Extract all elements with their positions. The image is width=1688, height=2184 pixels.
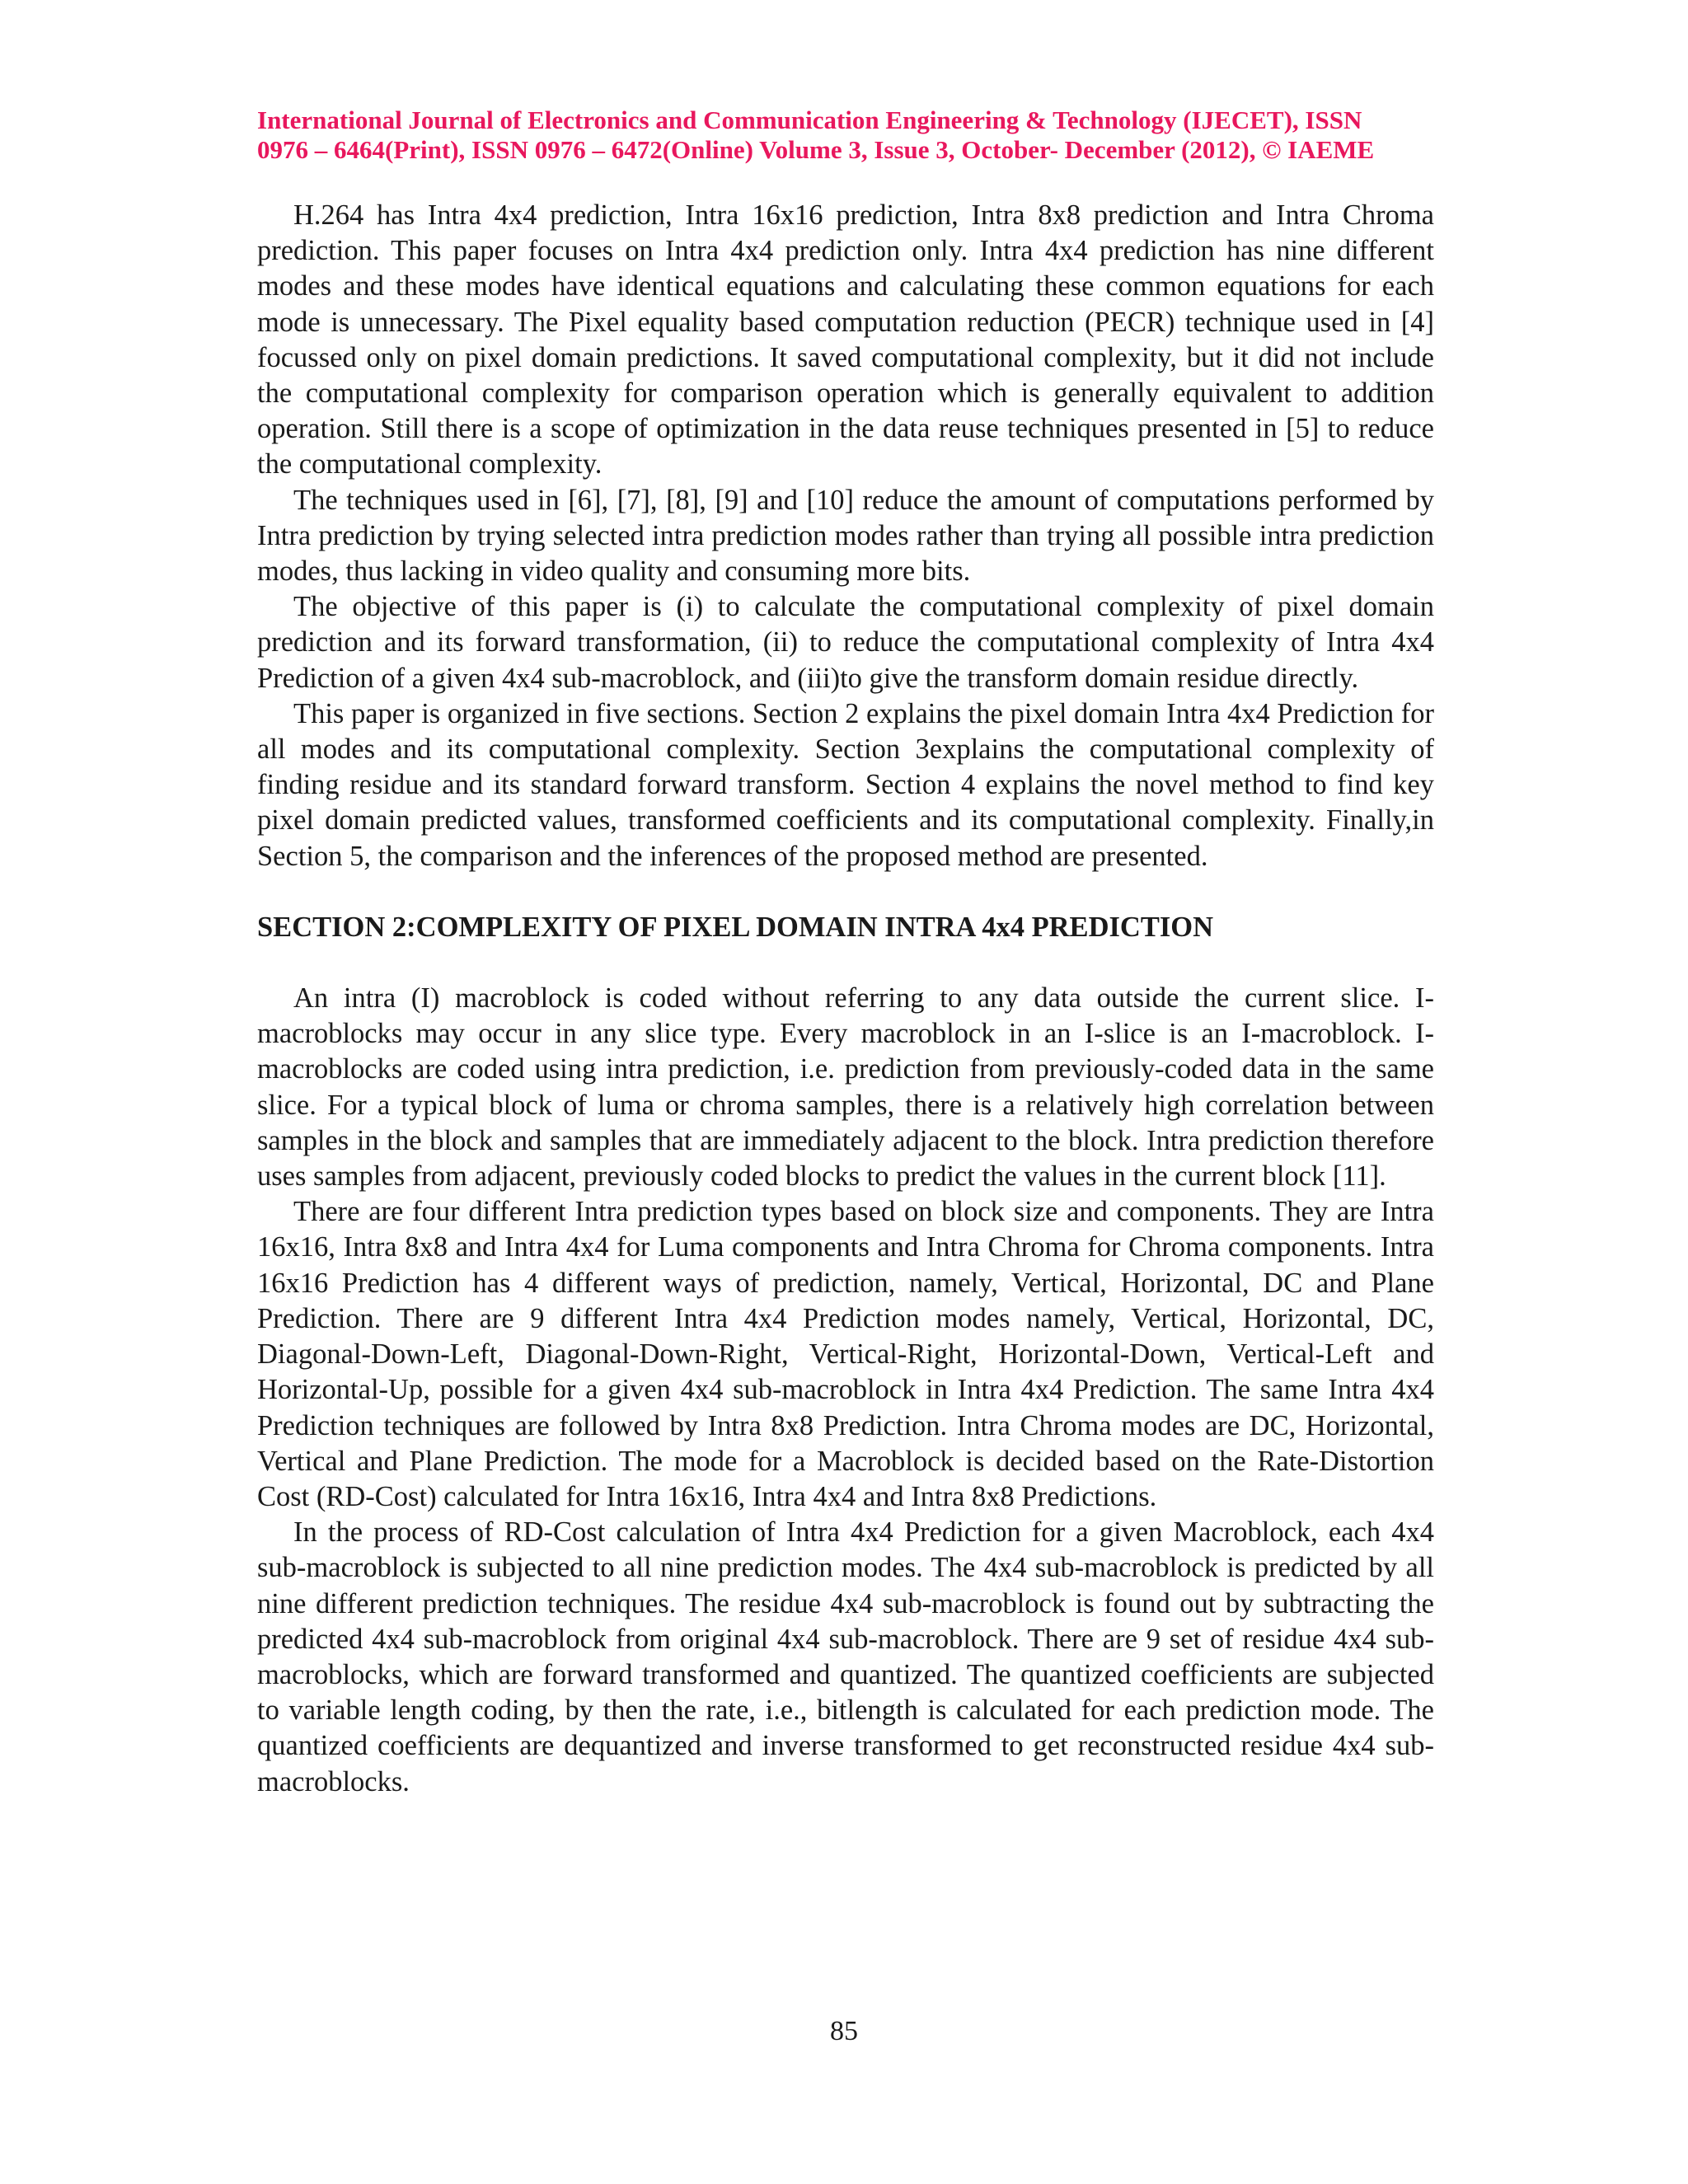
paragraph-intro-1: H.264 has Intra 4x4 prediction, Intra 16x16 prediction, Intra 8x8 prediction and Intra Chroma prediction. This paper focuses on Intra 4x4 prediction only. Intra 4x4 prediction has nine different modes and these modes have identical equations and calculating these common equations for each mode is unnecessary. The Pixel equality based computation reduction (PECR) technique used in [4] focussed only on pixel domain predictions. It saved computational complexity, but it did not include the computational complexity for comparison operation which is generally equivalent to addition operation. Still there is a scope of optimization in the data reuse techniques presented in [5] to reduce the computational complexity. <box>257 199 1434 480</box>
paragraph-section2-1: An intra (I) macroblock is coded without referring to any data outside the current slice. I-macroblocks may occur in any slice type. Every macroblock in an I-slice is an I-macroblock. I-macroblocks are coded using intra prediction, i.e. prediction from previously-coded data in the same slice. For a typical block of luma or chroma samples, there is a relatively high correlation between samples in the block and samples that are immediately adjacent to the block. Intra prediction therefore uses samples from adjacent, previously coded blocks to predict the values in the current block [11]. <box>257 982 1434 1193</box>
page-number: 85 <box>830 2016 858 2046</box>
paragraph-intro-3: The objective of this paper is (i) to calculate the computational complexity of pixel domain prediction and its forward transformation, (ii) to reduce the computational complexity of Intra 4x4 Prediction of a given 4x4 sub-macroblock, and (iii)to give the transform domain residue directly. <box>257 591 1434 694</box>
journal-header-line-2: 0976 – 6464(Print), ISSN 0976 – 6472(Online) Volume 3, Issue 3, October- December (2012), © IAEME <box>257 135 1375 164</box>
section-2-heading: SECTION 2:COMPLEXITY OF PIXEL DOMAIN INTRA 4x4 PREDICTION <box>257 911 1214 943</box>
journal-header-line-1: International Journal of Electronics and Communication Engineering & Technology (IJECET), ISSN <box>257 105 1362 134</box>
article-body <box>257 198 1434 1800</box>
paragraph-intro-4: This paper is organized in five sections. Section 2 explains the pixel domain Intra 4x4 Prediction for all modes and its computational complexity. Section 3explains the computational complexity of finding residue and its standard forward transform. Section 4 explains the novel method to find key pixel domain predicted values, transformed coefficients and its computational complexity. Finally,in Section 5, the comparison and the inferences of the proposed method are presented. <box>257 697 1434 872</box>
paragraph-section2-2: There are four different Intra prediction types based on block size and components. They are Intra 16x16, Intra 8x8 and Intra 4x4 for Luma components and Intra Chroma for Chroma components. Intra 16x16 Prediction has 4 different ways of prediction, namely, Vertical, Horizontal, DC and Plane Prediction. There are 9 different Intra 4x4 Prediction modes namely, Vertical, Horizontal, DC, Diagonal-Down-Left, Diagonal-Down-Right, Vertical-Right, Horizontal-Down, Vertical-Left and Horizontal-Up, possible for a given 4x4 sub-macroblock in Intra 4x4 Prediction. The same Intra 4x4 Prediction techniques are followed by Intra 8x8 Prediction. Intra Chroma modes are DC, Horizontal, Vertical and Plane Prediction. The mode for a Macroblock is decided based on the Rate-Distortion Cost (RD-Cost) calculated for Intra 16x16, Intra 4x4 and Intra 8x8 Predictions. <box>257 1196 1434 1512</box>
paragraph-intro-2: The techniques used in [6], [7], [8], [9] and [10] reduce the amount of computations performed by Intra prediction by trying selected intra prediction modes rather than trying all possible intra prediction modes, thus lacking in video quality and consuming more bits. <box>257 484 1434 588</box>
journal-header <box>257 105 1434 165</box>
paragraph-section2-3: In the process of RD-Cost calculation of Intra 4x4 Prediction for a given Macroblock, each 4x4 sub-macroblock is subjected to all nine prediction modes. The 4x4 sub-macroblock is predicted by all nine different prediction techniques. The residue 4x4 sub-macroblock is found out by subtracting the predicted 4x4 sub-macroblock from original 4x4 sub-macroblock. There are 9 set of residue 4x4 sub-macroblocks, which are forward transformed and quantized. The quantized coefficients are subjected to variable length coding, by then the rate, i.e., bitlength is calculated for each prediction mode. The quantized coefficients are dequantized and inverse transformed to get reconstructed residue 4x4 sub-macroblocks. <box>257 1516 1434 1797</box>
